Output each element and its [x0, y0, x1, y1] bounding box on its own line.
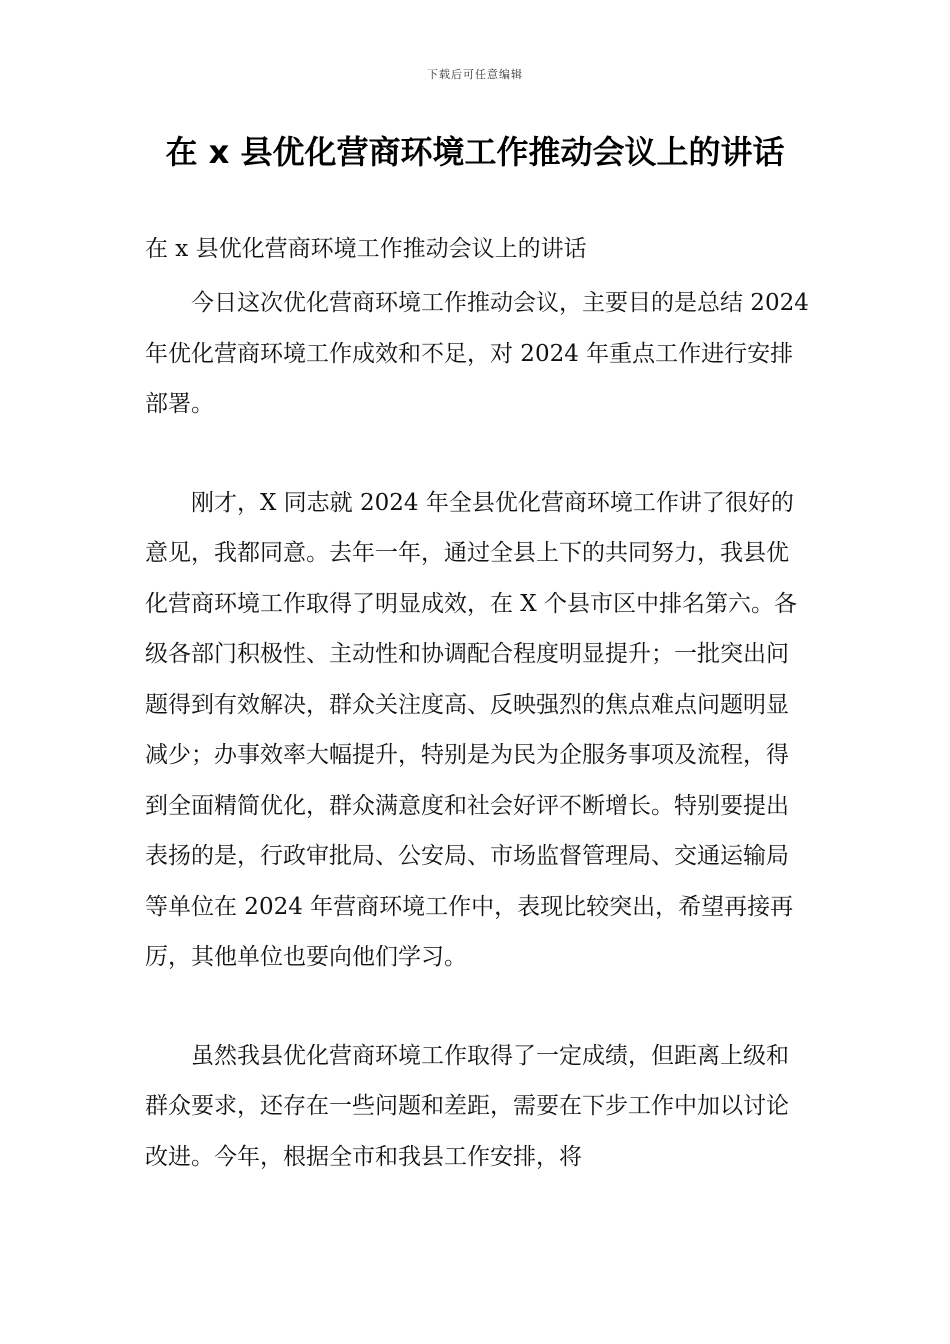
document-subtitle: 在 x 县优化营商环境工作推动会议上的讲话	[145, 236, 587, 262]
paragraph-achievements: 刚才，X 同志就 2024 年全县优化营商环境工作讲了很好的意见，我都同意。去年一年，通过全县上下的共同努力，我县优化营商环境工作取得了明显成效，在 X 个县市区中排名第六。各级各部门积极性、主动性和协调配合程度明显提升；一批突出问题得到有效解决，群众关注度高、反映强烈的焦点难点问题明显减少；办事效率大幅提升，特别是为民为企服务事项及流程，得到全面精简优化，群众满意度和社会好评不断增长。特别要提出表扬的是，行政审批局、公安局、市场监督管理局、交通运输局等单位在 2024 年营商环境工作中，表现比较突出，希望再接再厉，其他单位也要向他们学习。	[145, 489, 797, 970]
paragraph-problems: 虽然我县优化营商环境工作取得了一定成绩，但距离上级和群众要求，还存在一些问题和差距，需要在下步工作中加以讨论改进。今年，根据全市和我县工作安排，将	[145, 1042, 789, 1170]
header-note: 下载后可任意编辑	[427, 68, 523, 81]
document-title: 在 x 县优化营商环境工作推动会议上的讲话	[165, 133, 785, 171]
paragraph-intro: 今日这次优化营商环境工作推动会议，主要目的是总结 2024 年优化营商环境工作成效和不足，对 2024 年重点工作进行安排部署。	[145, 290, 809, 417]
document-body	[145, 226, 811, 1182]
